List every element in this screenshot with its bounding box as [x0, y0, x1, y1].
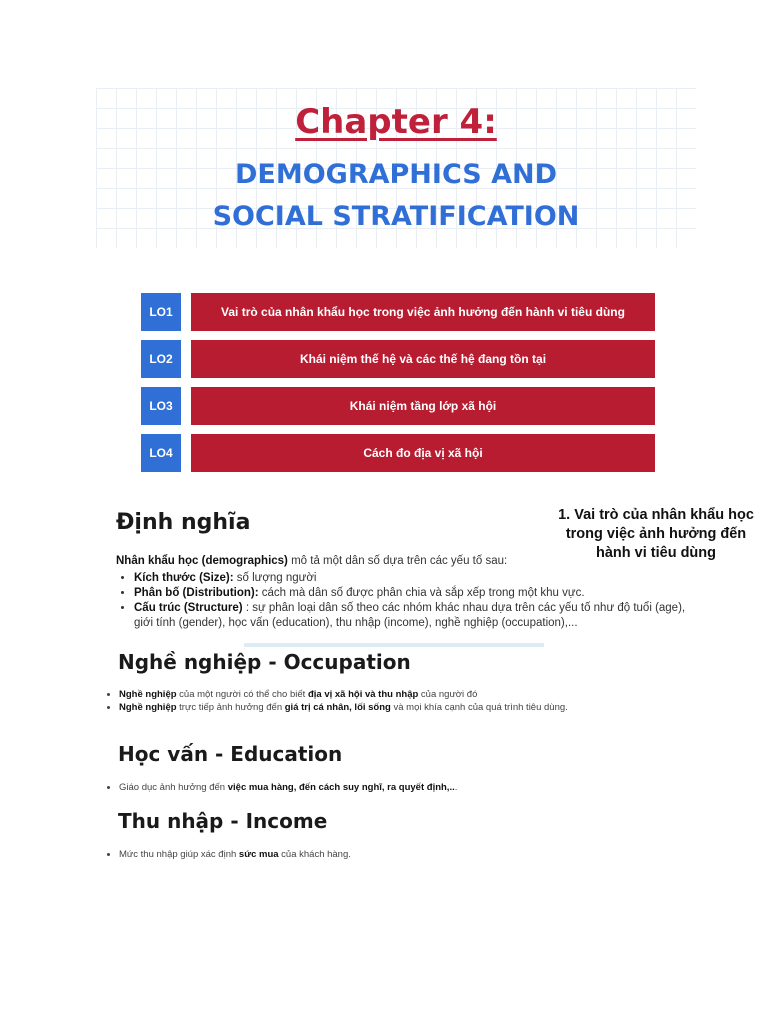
income-list	[106, 848, 589, 861]
lo-tag: LO2	[141, 340, 181, 378]
education-heading: Học vấn - Education	[118, 742, 343, 766]
definition-list	[120, 571, 694, 631]
learning-objective-row	[141, 387, 655, 425]
lo-tag: LO1	[141, 293, 181, 331]
learning-objective-row	[141, 293, 655, 331]
lo-text: Khái niệm thế hệ và các thế hệ đang tồn tại	[191, 340, 655, 378]
definition-intro: Nhân khẩu học (demographics) mô tả một dân số dựa trên các yếu tố sau:	[116, 555, 508, 567]
lo-text: Vai trò của nhân khẩu học trong việc ảnh hưởng đến hành vi tiêu dùng	[191, 293, 655, 331]
list-item: • Giáo dục ảnh hưởng đến việc mua hàng, đến cách suy nghĩ, ra quyết định,...	[119, 781, 589, 794]
occupation-list	[106, 688, 589, 714]
lo-text: Cách đo địa vị xã hội	[191, 434, 655, 472]
chapter-banner	[96, 88, 696, 248]
list-item: • Phân bố (Distribution): cách mà dân số được phân chia và sắp xếp trong một khu vực.	[134, 586, 694, 601]
income-heading: Thu nhập - Income	[118, 809, 328, 833]
section-note: 1. Vai trò của nhân khẩu học trong việc ảnh hưởng đến hành vi tiêu dùng	[558, 507, 754, 561]
lo-tag: LO3	[141, 387, 181, 425]
list-item: • Nghề nghiệp của một người có thể cho biết địa vị xã hội và thu nhập của người đó	[119, 688, 589, 701]
list-item: • Nghề nghiệp trực tiếp ảnh hưởng đến giá trị cá nhân, lối sống và mọi khía cạnh của quá trình tiêu dùng.	[119, 701, 589, 714]
chapter-subtitle: DEMOGRAPHICS AND SOCIAL STRATIFICATION	[212, 159, 580, 232]
list-item: • Mức thu nhập giúp xác định sức mua của khách hàng.	[119, 848, 589, 861]
list-item: • Kích thước (Size): số lượng người	[134, 571, 694, 586]
definition-heading: Định nghĩa	[116, 510, 251, 535]
learning-objective-row	[141, 434, 655, 472]
occupation-heading: Nghề nghiệp - Occupation	[118, 650, 411, 674]
lo-tag: LO4	[141, 434, 181, 472]
chapter-title: Chapter 4:	[295, 102, 497, 142]
divider	[244, 643, 544, 647]
list-item: • Cấu trúc (Structure) : sự phân loại dân số theo các nhóm khác nhau dựa trên các yếu tố như độ tuổi (age), giới tính (gender), học vấn (education), thu nhập (income), nghề nghiệp (occupation),...	[134, 601, 694, 631]
education-list	[106, 781, 589, 794]
learning-objective-row	[141, 340, 655, 378]
lo-text: Khái niệm tầng lớp xã hội	[191, 387, 655, 425]
